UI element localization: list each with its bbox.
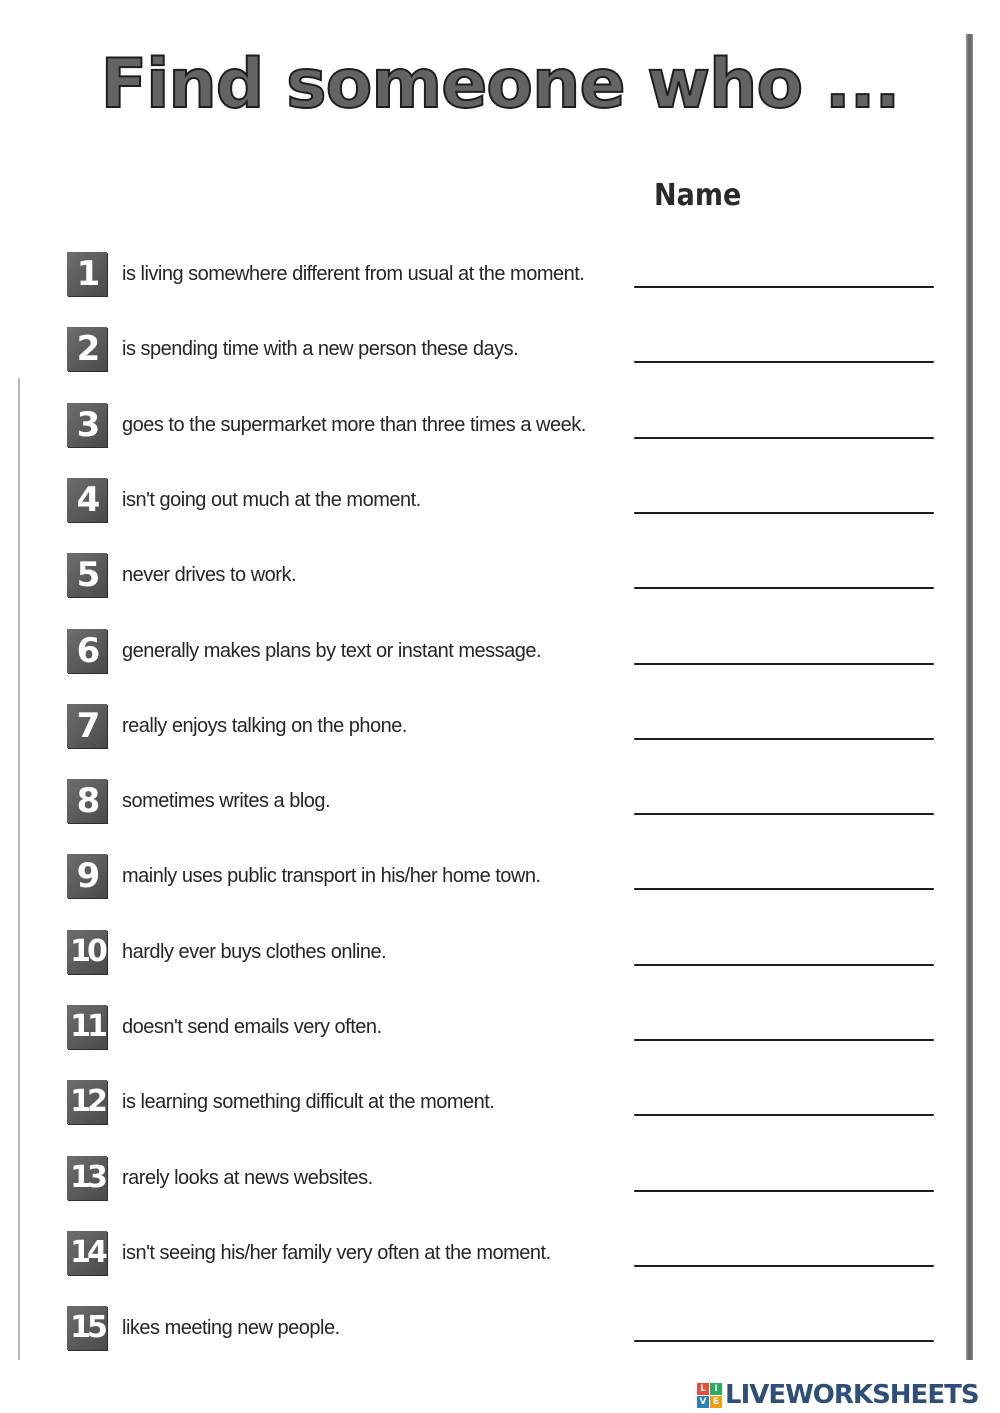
- item-number-badge: 15: [67, 1306, 107, 1350]
- item-text: is learning something difficult at the moment.: [122, 1091, 495, 1113]
- list-item: [0, 327, 1000, 371]
- item-number-badge: 11: [67, 1005, 107, 1049]
- item-text: hardly ever buys clothes online.: [122, 941, 387, 963]
- liveworksheets-logo: [697, 1378, 979, 1412]
- logo-cell: V: [697, 1396, 709, 1408]
- item-text: isn't seeing his/her family very often at the moment.: [122, 1242, 551, 1264]
- name-answer-line[interactable]: [634, 361, 934, 363]
- list-item: [0, 1156, 1000, 1200]
- item-text: mainly uses public transport in his/her home town.: [122, 865, 541, 887]
- item-number-badge: 6: [67, 629, 107, 673]
- item-number-badge: 9: [67, 854, 107, 898]
- list-item: [0, 1306, 1000, 1350]
- item-number-badge: 2: [67, 327, 107, 371]
- item-number-badge: 4: [67, 478, 107, 522]
- list-item: [0, 1080, 1000, 1124]
- name-answer-line[interactable]: [634, 587, 934, 589]
- name-answer-line[interactable]: [634, 286, 934, 288]
- list-item: [0, 779, 1000, 823]
- page-title: Find someone who ...: [100, 45, 900, 124]
- list-item: [0, 403, 1000, 447]
- list-item: [0, 704, 1000, 748]
- list-item: [0, 478, 1000, 522]
- logo-cell: E: [710, 1396, 722, 1408]
- item-text: really enjoys talking on the phone.: [122, 715, 407, 737]
- item-number-badge: 7: [67, 704, 107, 748]
- item-text: isn't going out much at the moment.: [122, 489, 421, 511]
- list-item: [0, 629, 1000, 673]
- logo-icon: [697, 1383, 722, 1408]
- name-answer-line[interactable]: [634, 512, 934, 514]
- list-item: [0, 854, 1000, 898]
- item-number-badge: 10: [67, 930, 107, 974]
- name-answer-line[interactable]: [634, 964, 934, 966]
- name-answer-line[interactable]: [634, 663, 934, 665]
- item-text: generally makes plans by text or instant message.: [122, 640, 542, 662]
- item-text: rarely looks at news websites.: [122, 1167, 373, 1189]
- name-answer-line[interactable]: [634, 437, 934, 439]
- item-number-badge: 8: [67, 779, 107, 823]
- list-item: [0, 1005, 1000, 1049]
- name-answer-line[interactable]: [634, 1265, 934, 1267]
- item-text: is living somewhere different from usual at the moment.: [122, 263, 585, 285]
- item-text: sometimes writes a blog.: [122, 790, 331, 812]
- name-answer-line[interactable]: [634, 738, 934, 740]
- item-number-badge: 5: [67, 553, 107, 597]
- item-number-badge: 13: [67, 1156, 107, 1200]
- name-answer-line[interactable]: [634, 813, 934, 815]
- item-text: never drives to work.: [122, 564, 297, 586]
- name-answer-line[interactable]: [634, 888, 934, 890]
- item-number-badge: 12: [67, 1080, 107, 1124]
- item-number-badge: 1: [67, 252, 107, 296]
- name-column-header: Name: [654, 178, 742, 213]
- name-answer-line[interactable]: [634, 1039, 934, 1041]
- list-item: [0, 252, 1000, 296]
- item-text: likes meeting new people.: [122, 1317, 340, 1339]
- name-answer-line[interactable]: [634, 1190, 934, 1192]
- item-number-badge: 3: [67, 403, 107, 447]
- name-answer-line[interactable]: [634, 1114, 934, 1116]
- name-answer-line[interactable]: [634, 1340, 934, 1342]
- list-item: [0, 553, 1000, 597]
- item-text: goes to the supermarket more than three times a week.: [122, 414, 586, 436]
- item-number-badge: 14: [67, 1231, 107, 1275]
- item-text: is spending time with a new person these days.: [122, 338, 519, 360]
- list-item: [0, 1231, 1000, 1275]
- item-text: doesn't send emails very often.: [122, 1016, 382, 1038]
- logo-text: LIVEWORKSHEETS: [725, 1380, 979, 1410]
- logo-cell: I: [710, 1383, 722, 1395]
- list-item: [0, 930, 1000, 974]
- logo-cell: L: [697, 1383, 709, 1395]
